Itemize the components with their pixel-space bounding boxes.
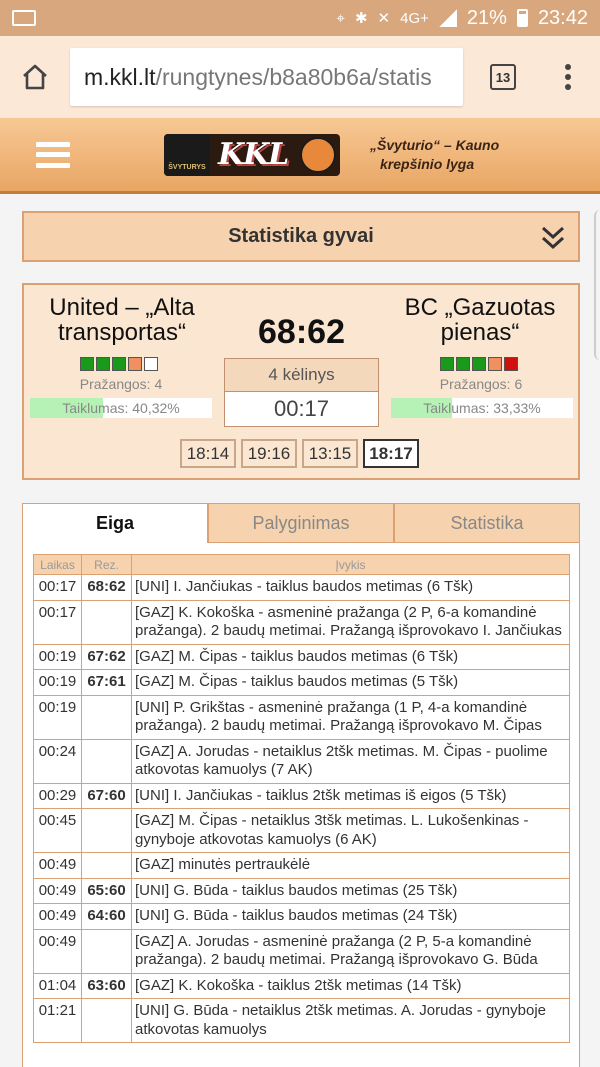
kkl-logo[interactable] — [164, 134, 340, 176]
tab-eiga[interactable]: Eiga — [23, 504, 208, 543]
play-time: 00:49 — [34, 929, 82, 973]
home-team-name: United – „Alta transportas“ — [49, 294, 195, 346]
quarter-score-1[interactable]: 18:14 — [180, 439, 236, 468]
site-tagline — [370, 136, 499, 174]
play-score: 64:60 — [82, 904, 132, 930]
table-row — [34, 644, 570, 670]
overflow-menu-button[interactable] — [543, 64, 593, 90]
play-score — [82, 600, 132, 644]
menu-dot-icon — [565, 64, 571, 70]
home-foul-box — [112, 357, 126, 371]
play-time: 00:17 — [34, 600, 82, 644]
column-header-event: Įvykis — [132, 555, 570, 575]
home-foul-box — [128, 357, 142, 371]
location-icon: ⌖ — [336, 9, 345, 27]
battery-percent: 21% — [466, 6, 507, 29]
section-title: Statistika gyvai — [228, 225, 374, 247]
url-host: m.kkl.lt — [84, 63, 156, 90]
column-header-time: Laikas — [34, 555, 82, 575]
bluetooth-icon: ✱ — [354, 10, 368, 27]
play-event: [UNI] I. Jančiukas - taiklus baudos metimas (6 Tšk) — [132, 575, 570, 601]
play-score — [82, 929, 132, 973]
play-score: 67:60 — [82, 783, 132, 809]
tagline-line1: „Švyturio“ – Kauno — [370, 136, 500, 153]
table-row — [34, 739, 570, 783]
home-foul-box — [144, 357, 158, 371]
play-event: [GAZ] A. Jorudas - asmeninė pražanga (2 P, 5-a komandinė pražanga). 2 baudų metimai. Pražangą išprovokavo G. Būda — [132, 929, 570, 973]
play-time: 00:45 — [34, 809, 82, 853]
play-time: 00:29 — [34, 783, 82, 809]
play-event: [UNI] G. Būda - taiklus baudos metimas (25 Tšk) — [132, 878, 570, 904]
url-path: /rungtynes/b8a80b6a/statis — [155, 63, 432, 90]
play-score — [82, 999, 132, 1043]
menu-dot-icon — [565, 84, 571, 90]
home-fouls-label: Pražangos: 4 — [79, 376, 163, 392]
home-fouls-indicator — [80, 357, 158, 371]
home-foul-box — [80, 357, 94, 371]
play-score — [82, 809, 132, 853]
table-header-row — [34, 555, 570, 575]
play-event: [GAZ] M. Čipas - taiklus baudos metimas (6 Tšk) — [132, 644, 570, 670]
column-header-score: Rez. — [82, 555, 132, 575]
play-time: 00:49 — [34, 904, 82, 930]
stats-tabs — [23, 504, 579, 543]
table-row — [34, 973, 570, 999]
play-event: [GAZ] K. Kokoška - taiklus 2tšk metimas (14 Tšk) — [132, 973, 570, 999]
stats-panel — [22, 503, 580, 1067]
table-row — [34, 600, 570, 644]
play-event: [GAZ] M. Čipas - taiklus baudos metimas (5 Tšk) — [132, 670, 570, 696]
battery-icon — [517, 9, 528, 27]
home-icon — [20, 62, 50, 92]
table-row — [34, 904, 570, 930]
play-score: 65:60 — [82, 878, 132, 904]
play-time: 00:17 — [34, 575, 82, 601]
signal-icon — [439, 9, 457, 27]
period-label: 4 kėlinys — [224, 358, 379, 392]
play-score — [82, 853, 132, 879]
tab-palyginimas[interactable]: Palyginimas — [208, 504, 394, 543]
quarter-score-2[interactable]: 19:16 — [241, 439, 297, 468]
game-score: 68:62 — [258, 313, 345, 351]
play-time: 00:49 — [34, 853, 82, 879]
double-chevron-down-icon[interactable] — [540, 223, 566, 251]
game-clock: 00:17 — [224, 391, 379, 427]
table-row — [34, 999, 570, 1043]
play-time: 00:49 — [34, 878, 82, 904]
quarter-scores — [180, 439, 419, 468]
home-button[interactable] — [0, 36, 70, 118]
tabs-button[interactable] — [463, 64, 543, 90]
away-team-name: BC „Gazuotas pienas“ — [404, 294, 556, 346]
play-time: 01:04 — [34, 973, 82, 999]
tagline-line2: krepšinio lyga — [380, 155, 475, 172]
home-accuracy-label: Taiklumas: 40,32% — [62, 400, 180, 416]
away-fouls-label: Pražangos: 6 — [439, 376, 523, 392]
away-foul-box — [504, 357, 518, 371]
status-bar — [0, 0, 600, 36]
play-event: [UNI] G. Būda - netaiklus 2tšk metimas. A. Jorudas - gynyboje atkovotas kamuolys — [132, 999, 570, 1043]
table-row — [34, 929, 570, 973]
clock-time: 23:42 — [537, 6, 588, 29]
play-event: [UNI] P. Grikštas - asmeninė pražanga (1 P, 4-a komandinė pražanga). 2 baudų metimai. Pražangą išprovokavo M. Čipas — [132, 695, 570, 739]
scroll-edge-indicator — [594, 210, 600, 360]
quarter-score-3[interactable]: 13:15 — [302, 439, 358, 468]
hamburger-menu-icon[interactable] — [36, 142, 70, 168]
play-time: 00:19 — [34, 644, 82, 670]
play-event: [UNI] I. Jančiukas - taiklus 2tšk metimas iš eigos (5 Tšk) — [132, 783, 570, 809]
table-row — [34, 853, 570, 879]
table-row — [34, 783, 570, 809]
play-event: [GAZ] minutės pertraukėlė — [132, 853, 570, 879]
table-row — [34, 809, 570, 853]
table-row — [34, 878, 570, 904]
play-score — [82, 695, 132, 739]
url-bar[interactable] — [70, 48, 463, 106]
tab-count: 13 — [490, 64, 516, 90]
menu-dot-icon — [565, 74, 571, 80]
site-header — [0, 118, 600, 194]
play-time: 00:24 — [34, 739, 82, 783]
basketball-icon — [300, 137, 336, 173]
play-by-play-table — [33, 554, 570, 1043]
play-time: 00:19 — [34, 695, 82, 739]
play-event: [GAZ] M. Čipas - netaiklus 3tšk metimas. L. Lukošenkinas - gynyboje atkovotas kamuolys (6 AK) — [132, 809, 570, 853]
mute-icon: ✕ — [377, 10, 391, 27]
gmail-icon — [12, 10, 36, 26]
away-accuracy-label: Taiklumas: 33,33% — [423, 400, 541, 416]
play-event: [GAZ] K. Kokoška - asmeninė pražanga (2 P, 6-a komandinė pražanga). 2 baudų metimai. Pražangą išprovokavo I. Jančiukas — [132, 600, 570, 644]
play-score: 68:62 — [82, 575, 132, 601]
quarter-score-4[interactable]: 18:17 — [363, 439, 419, 468]
away-foul-box — [456, 357, 470, 371]
home-foul-box — [96, 357, 110, 371]
play-score: 67:61 — [82, 670, 132, 696]
away-foul-box — [472, 357, 486, 371]
scoreboard — [22, 283, 580, 480]
play-event: [UNI] G. Būda - taiklus baudos metimas (24 Tšk) — [132, 904, 570, 930]
tab-statistika[interactable]: Statistika — [394, 504, 579, 543]
away-foul-box — [440, 357, 454, 371]
away-accuracy-bar — [391, 398, 573, 418]
table-row — [34, 670, 570, 696]
home-accuracy-bar — [30, 398, 212, 418]
play-score: 67:62 — [82, 644, 132, 670]
play-event: [GAZ] A. Jorudas - netaiklus 2tšk metimas. M. Čipas - puolime atkovotas kamuolys (7 AK) — [132, 739, 570, 783]
network-type: 4G+ — [400, 9, 429, 27]
live-stats-header[interactable] — [22, 211, 580, 262]
away-fouls-indicator — [440, 357, 518, 371]
logo-text: KKL — [218, 137, 289, 172]
table-row — [34, 695, 570, 739]
play-score: 63:60 — [82, 973, 132, 999]
play-score — [82, 739, 132, 783]
logo-sponsor: ŠVYTURYS — [164, 134, 210, 176]
play-time: 00:19 — [34, 670, 82, 696]
away-foul-box — [488, 357, 502, 371]
table-row — [34, 575, 570, 601]
play-time: 01:21 — [34, 999, 82, 1043]
browser-toolbar — [0, 36, 600, 118]
